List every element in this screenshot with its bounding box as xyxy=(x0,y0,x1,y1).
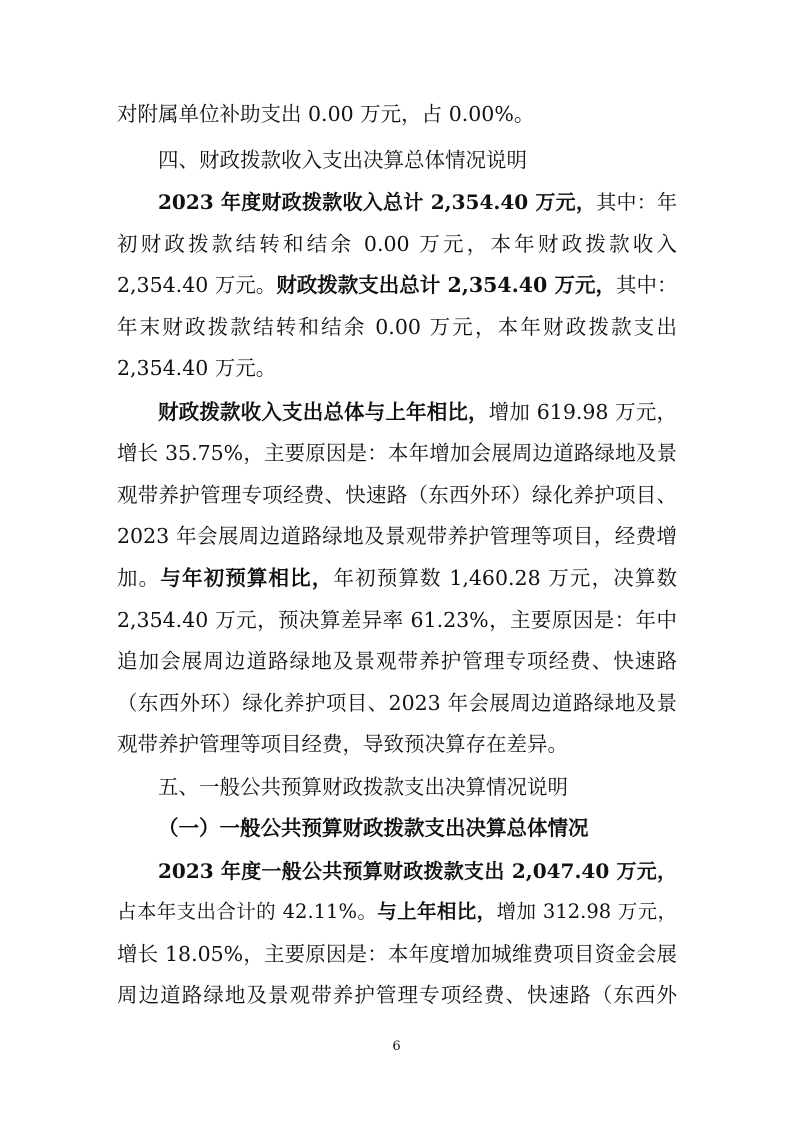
line-text: 观带养护管理专项经费、快速路（东西外环）绿化养护项目、 xyxy=(117,483,677,507)
line-text: 年初预算数 1,460.28 万元，决算数 xyxy=(333,566,678,590)
line-text: 占本年支出合计的 42.11%。 xyxy=(117,900,378,923)
bold-text: 财政拨款支出总计 2,354.40 万元， xyxy=(276,273,616,297)
paragraph-line xyxy=(117,353,677,383)
bold-text: 财政拨款收入支出总体与上年相比， xyxy=(158,400,489,424)
paragraph-line xyxy=(117,646,677,676)
line-text: 周边道路绿地及景观带养护管理专项经费、快速路（东西外 xyxy=(117,983,677,1007)
line-text: 观带养护管理等项目经费，导致预决算存在差异。 xyxy=(117,732,568,756)
paragraph-line xyxy=(117,521,677,551)
line-text: 初财政拨款结转和结余 0.00 万元，本年财政拨款收入 xyxy=(117,232,677,256)
paragraph-line xyxy=(117,729,677,759)
line-text: 2,354.40 万元。 xyxy=(117,356,277,380)
paragraph-line xyxy=(158,856,677,886)
line-text: 2,354.40 万元。 xyxy=(117,273,277,297)
section-heading-4 xyxy=(158,145,578,175)
paragraph-line xyxy=(117,438,677,468)
line-text: 增长 35.75%，主要原因是：本年增加会展周边道路绿地及景 xyxy=(117,441,677,465)
paragraph-line xyxy=(117,480,677,510)
line-text: 对附属单位补助支出 0.00 万元，占 0.00%。 xyxy=(117,102,535,126)
paragraph-line xyxy=(117,605,677,635)
paragraph-line xyxy=(158,397,677,427)
paragraph-line xyxy=(117,99,677,129)
line-text: 2,354.40 万元，预决算差异率 61.23%，主要原因是：年中 xyxy=(117,608,677,632)
line-text: （东西外环）绿化养护项目、2023 年会展周边道路绿地及景 xyxy=(117,691,677,715)
line-text: 增长 18.05%，主要原因是：本年度增加城维费项目资金会展 xyxy=(117,942,677,966)
bold-text: 2023 年度财政拨款收入总计 2,354.40 万元， xyxy=(158,190,597,214)
paragraph-line xyxy=(117,897,677,927)
bold-text: 2023 年度一般公共预算财政拨款支出 2,047.40 万元， xyxy=(158,859,677,883)
line-text: 增加 619.98 万元， xyxy=(488,400,677,424)
line-text: 年末财政拨款结转和结余 0.00 万元，本年财政拨款支出 xyxy=(117,315,677,339)
line-text: 其中：年 xyxy=(596,190,677,214)
heading-text: （一）一般公共预算财政拨款支出决算总体情况 xyxy=(158,816,589,840)
paragraph-line xyxy=(117,563,677,593)
bold-text: 与上年相比， xyxy=(377,900,497,923)
paragraph-line xyxy=(117,270,677,300)
heading-text: 四、财政拨款收入支出决算总体情况说明 xyxy=(158,148,527,172)
paragraph-line xyxy=(117,980,677,1010)
page-number: 6 xyxy=(392,1039,401,1054)
paragraph-line xyxy=(117,312,677,342)
line-text: 其中： xyxy=(615,273,678,297)
line-text: 增加 312.98 万元， xyxy=(496,900,677,923)
section-heading-5 xyxy=(158,772,618,802)
paragraph-line xyxy=(158,187,677,217)
bold-text: 与年初预算相比， xyxy=(160,566,334,590)
paragraph-line xyxy=(117,939,677,969)
paragraph-line xyxy=(117,229,677,259)
line-text: 加。 xyxy=(117,566,161,590)
line-text: 追加会展周边道路绿地及景观带养护管理专项经费、快速路 xyxy=(117,649,677,673)
subsection-heading xyxy=(158,813,638,843)
line-text: 2023 年会展周边道路绿地及景观带养护管理等项目，经费增 xyxy=(117,524,677,548)
heading-text: 五、一般公共预算财政拨款支出决算情况说明 xyxy=(158,775,568,799)
paragraph-line xyxy=(117,688,677,718)
